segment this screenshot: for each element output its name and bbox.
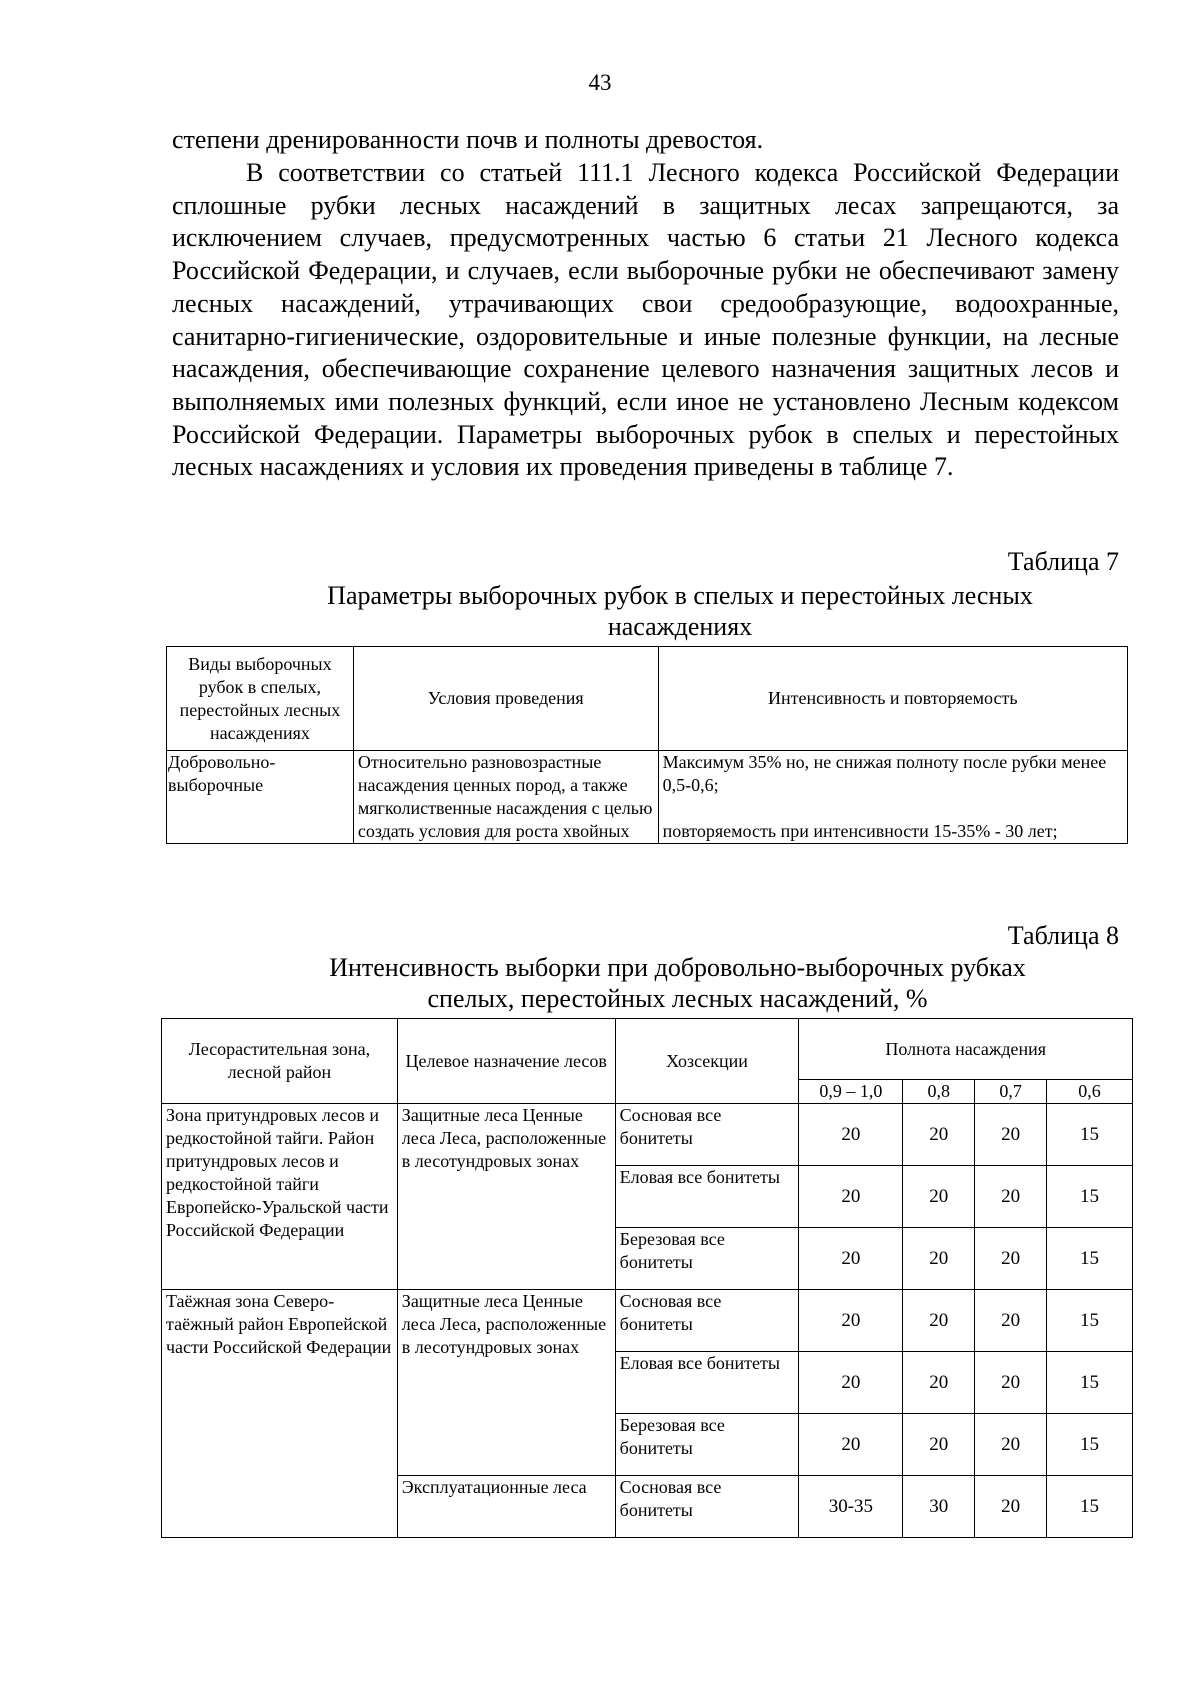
table8-value: 20 — [799, 1290, 903, 1352]
table8-value: 15 — [1047, 1104, 1133, 1166]
table8-section-cell: Сосновая все бонитеты — [615, 1104, 799, 1166]
table8-value: 20 — [799, 1414, 903, 1476]
table-header-row — [167, 647, 1128, 751]
table8-header-d4: 0,6 — [1047, 1080, 1133, 1104]
table8-value: 20 — [975, 1104, 1047, 1166]
table8-header-zone: Лесорастительная зона, лесной район — [162, 1019, 398, 1104]
table8-value: 20 — [903, 1104, 975, 1166]
table7-title: Параметры выборочных рубок в спелых и перестойных лесных насаждениях — [327, 581, 1033, 641]
table7-header-intensity: Интенсивность и повторяемость — [658, 647, 1127, 751]
table8-purpose-cell: Защитные леса Ценные леса Леса, расположенные в лесотундровых зонах — [397, 1290, 615, 1476]
table-row — [162, 1104, 1133, 1166]
table8-section-cell: Еловая все бонитеты — [615, 1166, 799, 1228]
table8-value: 15 — [1047, 1476, 1133, 1538]
table8-header-d3: 0,7 — [975, 1080, 1047, 1104]
table7-label: Таблица 7 — [1007, 547, 1119, 576]
table8-value: 20 — [799, 1228, 903, 1290]
table8-value: 20 — [903, 1352, 975, 1414]
table8-value: 15 — [1047, 1166, 1133, 1228]
table7 — [166, 646, 1128, 844]
table8-section-cell: Сосновая все бонитеты — [615, 1476, 799, 1538]
table8-value: 20 — [975, 1414, 1047, 1476]
table8-value: 15 — [1047, 1352, 1133, 1414]
table-header-row — [162, 1019, 1133, 1080]
table-row — [162, 1290, 1133, 1352]
table8-value: 30 — [903, 1476, 975, 1538]
table8-value: 20 — [903, 1290, 975, 1352]
table-row — [167, 751, 1128, 844]
table8-value: 15 — [1047, 1228, 1133, 1290]
table8-section-cell: Сосновая все бонитеты — [615, 1290, 799, 1352]
table7-cell-conditions: Относительно разновозрастные насаждения ценных пород, а также мягколиственные насаждения с целью создать условия для роста хвойных — [353, 751, 658, 844]
table8-value: 30-35 — [799, 1476, 903, 1538]
table8-value: 20 — [975, 1166, 1047, 1228]
table8-value: 20 — [975, 1352, 1047, 1414]
table8-value: 20 — [799, 1104, 903, 1166]
table8-title: Интенсивность выборки при добровольно-выборочных рубках спелых, перестойных лесных насаждений, % — [329, 953, 1026, 1013]
table8-value: 20 — [903, 1414, 975, 1476]
table8 — [161, 1018, 1133, 1538]
table8-zone-cell: Зона притундровых лесов и редкостойной тайги. Район притундровых лесов и редкостойной тайги Европейско-Уральской части Российской Федерации — [162, 1104, 398, 1290]
table8-value: 20 — [903, 1228, 975, 1290]
table8-zone-cell: Таёжная зона Северо-таёжный район Европейской части Российской Федерации — [162, 1290, 398, 1538]
table8-section-cell: Березовая все бонитеты — [615, 1228, 799, 1290]
paragraph-continuation: степени дренированности почв и полноты древостоя. — [172, 125, 764, 154]
table8-header-section: Хозсекции — [615, 1019, 799, 1104]
table8-section-cell: Еловая все бонитеты — [615, 1352, 799, 1414]
table8-purpose-cell: Защитные леса Ценные леса Леса, расположенные в лесотундровых зонах — [397, 1104, 615, 1290]
table8-value: 20 — [975, 1290, 1047, 1352]
table8-value: 15 — [1047, 1290, 1133, 1352]
table8-value: 20 — [975, 1228, 1047, 1290]
table7-header-conditions: Условия проведения — [353, 647, 658, 751]
table7-intensity-text: Максимум 35% но, не снижая полноту после рубки менее 0,5-0,6; — [662, 752, 1107, 795]
table8-value: 20 — [799, 1352, 903, 1414]
table8-value: 20 — [903, 1166, 975, 1228]
table7-cell-intensity — [658, 751, 1127, 844]
table8-header-d2: 0,8 — [903, 1080, 975, 1104]
table8-value: 20 — [799, 1166, 903, 1228]
table8-label: Таблица 8 — [1007, 921, 1119, 950]
paragraph-main: В соответствии со статьей 111.1 Лесного кодекса Российской Федерации сплошные рубки лесных насаждений в защитных лесах запрещаются, за исключением случаев, предусмотренных частью 6 статьи 21 Лесного кодекса Российской Федерации, и случаев, если выборочные рубки не обеспечивают замену лесных насаждений, утрачивающих свои средообразующие, водоохранные, санитарно-гигиенические, оздоровительные и иные полезные функции, на лесные насаждения, обеспечивающие сохранение целевого назначения защитных лесов и выполняемых ими полезных функций, если иное не установлено Лесным кодексом Российской Федерации. Параметры выборочных рубок в спелых и перестойных лесных насаждениях и условия их проведения приведены в таблице 7. — [172, 158, 1119, 482]
table7-cell-type: Добровольно-выборочные — [167, 751, 354, 844]
page-number: 43 — [588, 70, 612, 95]
table7-header-type: Виды выборочных рубок в спелых, перестойных лесных насаждениях — [167, 647, 354, 751]
table8-section-cell: Березовая все бонитеты — [615, 1414, 799, 1476]
table8-purpose-cell: Эксплуатационные леса — [397, 1476, 615, 1538]
table8-header-density: Полнота насаждения — [799, 1019, 1133, 1080]
table8-header-purpose: Целевое назначение лесов — [397, 1019, 615, 1104]
table8-value: 20 — [975, 1476, 1047, 1538]
table8-value: 15 — [1047, 1414, 1133, 1476]
table8-header-d1: 0,9 – 1,0 — [799, 1080, 903, 1104]
table7-repeat-text: повторяемость при интенсивности 15-35% - 30 лет; — [662, 821, 1058, 841]
